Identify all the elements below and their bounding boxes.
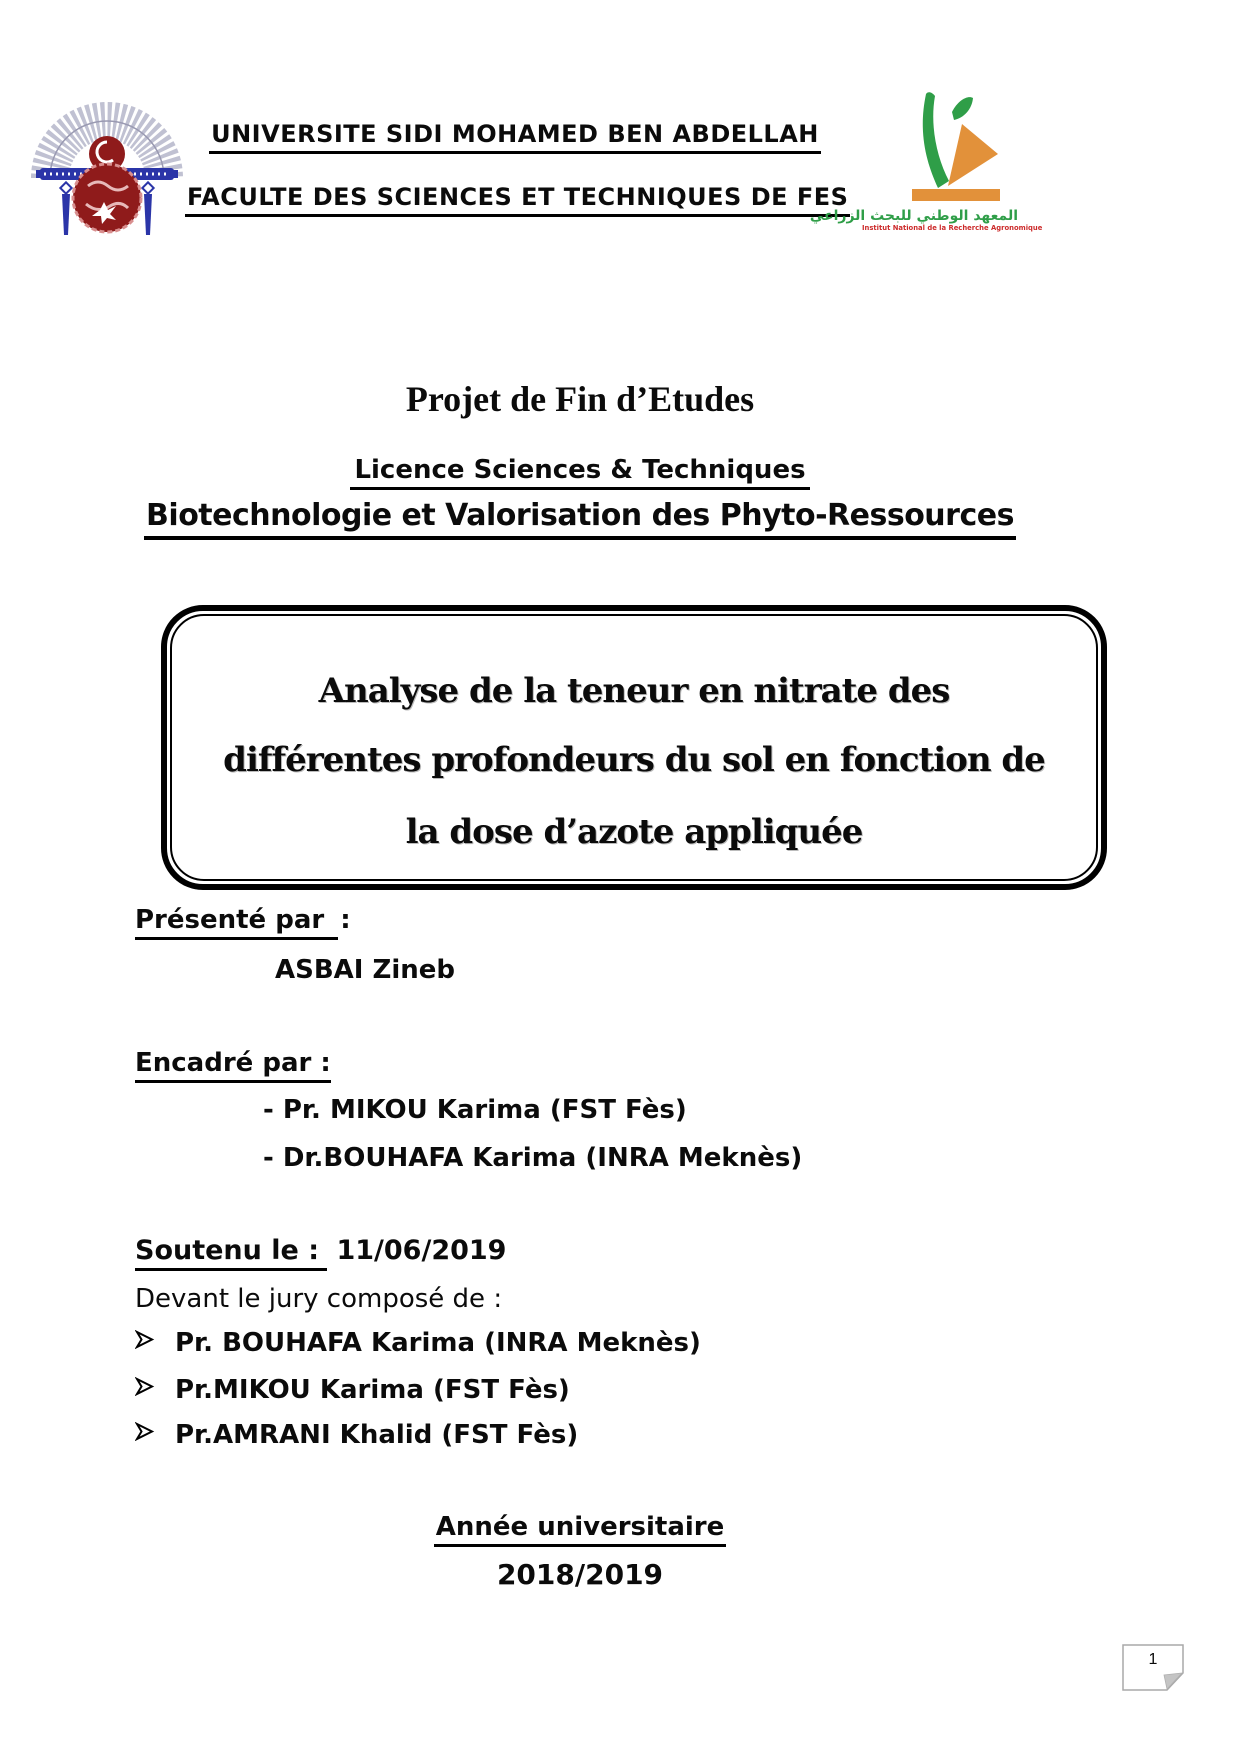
academic-year-value: 2018/2019: [496, 1558, 664, 1591]
degree-title-text: Licence Sciences & Techniques: [350, 455, 809, 490]
right-arrowhead-bullet-icon: [135, 1422, 175, 1445]
author-name: ASBAI Zineb: [275, 955, 456, 985]
right-arrowhead-bullet-icon: [135, 1377, 175, 1400]
supervised-by-label-text: Encadré par :: [135, 1048, 331, 1083]
defense-date-value: 11/06/2019: [336, 1235, 507, 1266]
right-arrowhead-bullet-icon: [135, 1330, 175, 1353]
usmba-emblem-icon: [28, 86, 186, 236]
project-type-title: Projet de Fin d’Etudes: [405, 379, 755, 419]
jury-member-name: Pr.MIKOU Karima (FST Fès): [175, 1375, 570, 1405]
faculty-name-text: FACULTE DES SCIENCES ET TECHNIQUES DE FES: [185, 183, 850, 217]
thesis-title-line-2: différentes profondeurs du sol en fonction de: [223, 740, 1045, 780]
inra-arabic-name: المعهد الوطني للبحث الزراعي: [809, 208, 1018, 224]
program-title-text: Biotechnologie et Valorisation des Phyto-Ressources: [144, 498, 1016, 540]
jury-member-row: [135, 1375, 570, 1405]
university-name: [185, 120, 845, 154]
supervisor-item: - Dr.BOUHAFA Karima (INRA Meknès): [263, 1143, 803, 1173]
thesis-title-box-inner-border: [170, 614, 1098, 881]
thesis-title-line-1: Analyse de la teneur en nitrate des: [318, 671, 950, 711]
academic-year-label-text: Année universitaire: [434, 1512, 727, 1547]
jury-intro: Devant le jury composé de :: [135, 1284, 503, 1314]
inra-logo: [809, 90, 1043, 233]
jury-member-name: Pr. BOUHAFA Karima (INRA Meknès): [175, 1328, 701, 1358]
academic-year-label: [0, 1512, 1160, 1547]
faculty-name: [185, 183, 849, 217]
usmba-university-emblem-logo: [28, 86, 186, 236]
thesis-title-line-3: la dose d’azote appliquée: [405, 812, 863, 852]
supervised-by-label: [135, 1048, 331, 1083]
jury-member-row: [135, 1328, 701, 1358]
thesis-title-box: [161, 605, 1107, 890]
presented-by-label-text: Présenté par: [135, 905, 338, 940]
jury-member-row: [135, 1420, 578, 1450]
supervisor-item: - Pr. MIKOU Karima (FST Fès): [263, 1095, 687, 1125]
program-title: [0, 498, 1160, 540]
inra-french-name: Institut National de la Recherche Agronomique: [862, 224, 1043, 232]
presented-by-colon: :: [340, 905, 351, 935]
page-number: 1: [1148, 1651, 1158, 1668]
jury-member-name: Pr.AMRANI Khalid (FST Fès): [175, 1420, 579, 1450]
degree-title: [0, 455, 1160, 490]
defense-date-line: [135, 1235, 506, 1271]
inra-plant-icon: [870, 90, 1010, 208]
university-name-text: UNIVERSITE SIDI MOHAMED BEN ABDELLAH: [209, 120, 821, 154]
page-number-box: [1122, 1644, 1184, 1691]
defense-date-label: Soutenu le :: [135, 1235, 327, 1271]
presented-by-label: [135, 905, 351, 940]
